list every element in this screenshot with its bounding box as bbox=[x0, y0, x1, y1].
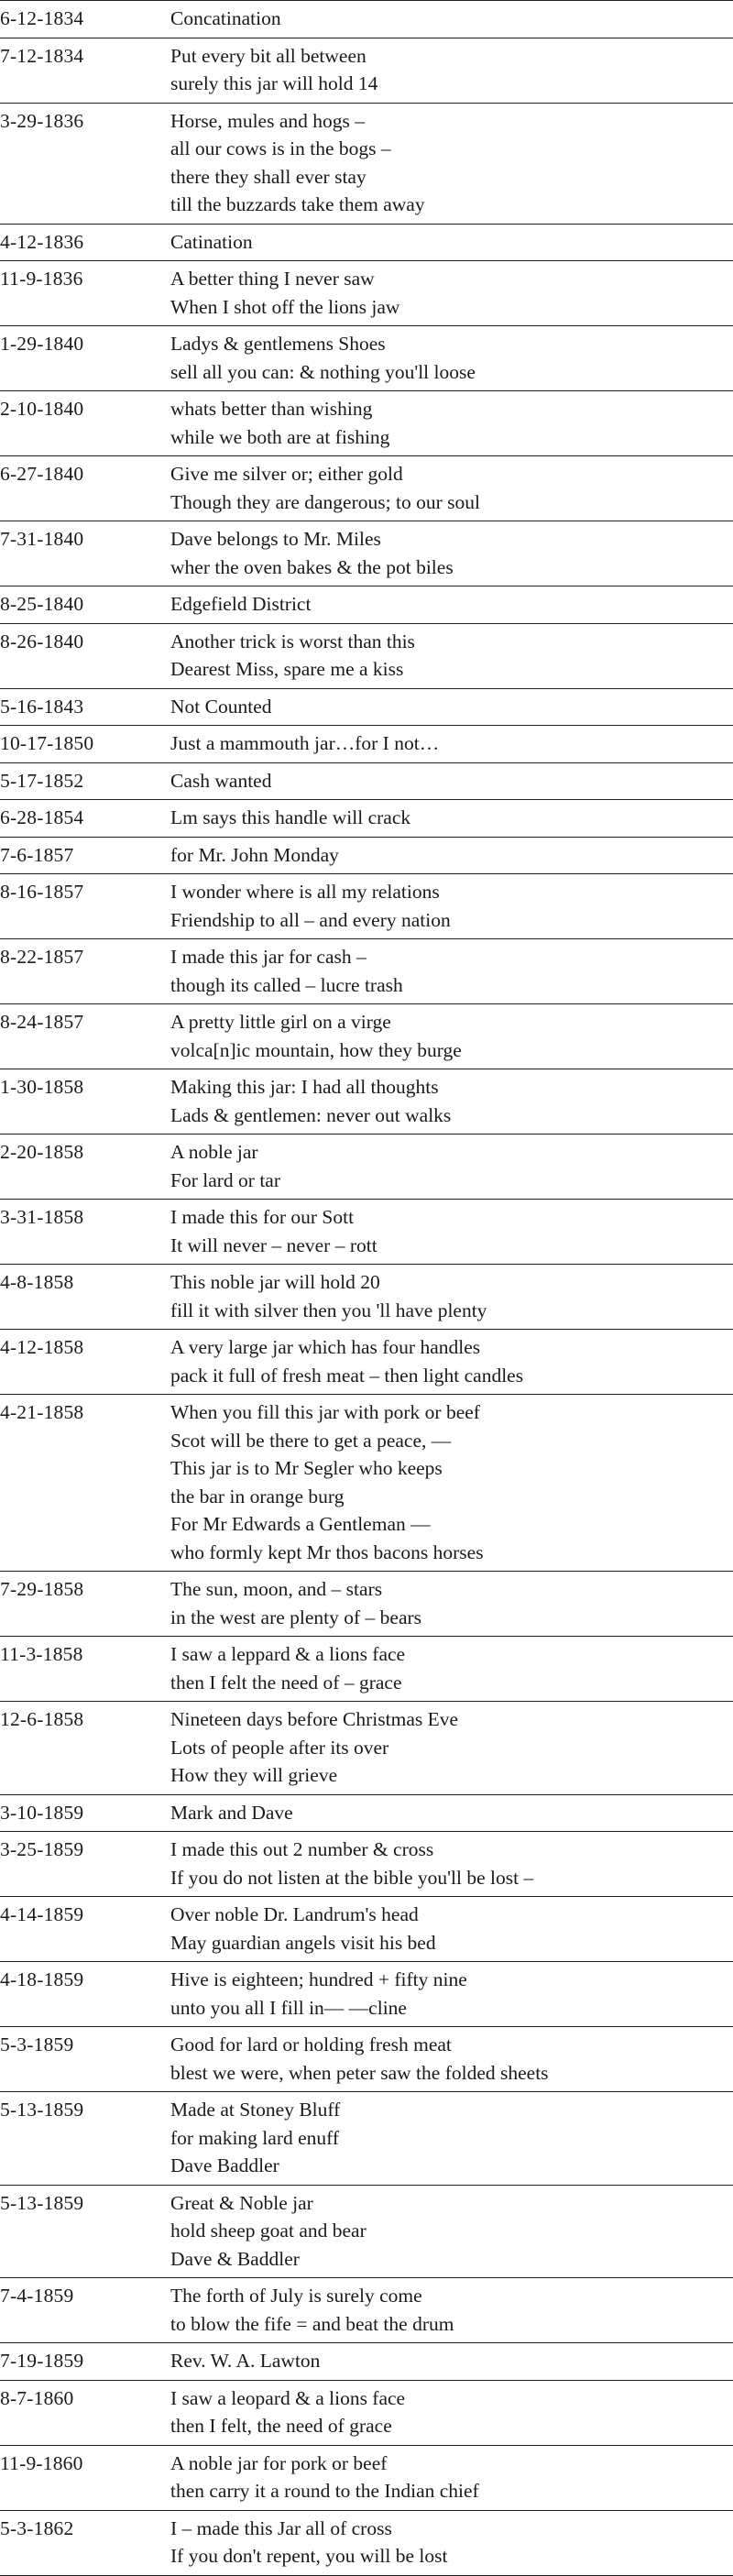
inscription-line: Lads & gentlemen: never out walks bbox=[170, 1103, 452, 1126]
inscription-date: 10-17-1850 bbox=[0, 732, 94, 754]
inscription-date: 4-12-1858 bbox=[0, 1336, 84, 1358]
inscription-line: to blow the fife = and beat the drum bbox=[170, 2312, 454, 2335]
inscription-line: Ladys & gentlemens Shoes bbox=[170, 333, 386, 355]
inscription-text bbox=[170, 521, 733, 586]
inscription-line: pack it full of fresh meat – then light candles bbox=[170, 1364, 524, 1387]
inscription-date: 3-25-1859 bbox=[0, 1838, 84, 1860]
inscription-line: Just a mammouth jar…for I not… bbox=[170, 732, 440, 754]
inscription-line: May guardian angels visit his bed bbox=[170, 1931, 436, 1954]
inscription-date: 11-3-1858 bbox=[0, 1643, 83, 1665]
inscription-row bbox=[0, 1, 733, 38]
inscription-row bbox=[0, 2027, 733, 2092]
inscription-text bbox=[170, 456, 733, 521]
inscription-text bbox=[170, 762, 733, 800]
inscription-line: Horse, mules and hogs – bbox=[170, 109, 365, 132]
inscription-text bbox=[170, 224, 733, 261]
inscription-row bbox=[0, 2380, 733, 2445]
inscription-text bbox=[170, 874, 733, 939]
inscription-row bbox=[0, 800, 733, 838]
inscription-row bbox=[0, 2510, 733, 2575]
inscription-line: Scot will be there to get a peace, — bbox=[170, 1429, 452, 1452]
inscription-line: Put every bit all between bbox=[170, 44, 366, 67]
inscription-date: 1-30-1858 bbox=[0, 1076, 84, 1098]
inscription-row bbox=[0, 874, 733, 939]
inscription-row bbox=[0, 2278, 733, 2343]
inscription-row bbox=[0, 1004, 733, 1069]
inscription-line: then I felt the need of – grace bbox=[170, 1671, 402, 1694]
inscription-line: I saw a leopard & a lions face bbox=[170, 2386, 406, 2409]
inscription-text bbox=[170, 2510, 733, 2575]
inscription-text bbox=[170, 2445, 733, 2510]
inscription-line: Another trick is worst than this bbox=[170, 630, 415, 652]
inscription-date: 6-12-1834 bbox=[0, 7, 84, 29]
inscription-date: 2-20-1858 bbox=[0, 1141, 84, 1163]
inscription-line: then I felt, the need of grace bbox=[170, 2415, 392, 2437]
inscription-text bbox=[170, 1004, 733, 1069]
inscription-date: 7-6-1857 bbox=[0, 843, 74, 866]
inscription-row bbox=[0, 2185, 733, 2278]
inscription-date: 3-10-1859 bbox=[0, 1801, 84, 1824]
inscription-date: 12-6-1858 bbox=[0, 1708, 84, 1730]
inscription-text bbox=[170, 326, 733, 391]
inscription-text bbox=[170, 2343, 733, 2381]
inscription-line: For lard or tar bbox=[170, 1168, 281, 1191]
inscription-line: A noble jar bbox=[170, 1141, 258, 1163]
inscription-line: This jar is to Mr Segler who keeps bbox=[170, 1457, 443, 1479]
inscription-date: 5-3-1859 bbox=[0, 2033, 74, 2055]
inscription-row bbox=[0, 1832, 733, 1897]
inscription-line: Great & Noble jar bbox=[170, 2191, 313, 2214]
inscription-text bbox=[170, 1330, 733, 1395]
inscription-date: 7-4-1859 bbox=[0, 2285, 74, 2307]
inscription-text bbox=[170, 1897, 733, 1962]
inscription-line: Dave belongs to Mr. Miles bbox=[170, 528, 381, 550]
inscription-date: 7-12-1834 bbox=[0, 44, 84, 67]
inscription-row bbox=[0, 1395, 733, 1572]
inscription-date: 5-17-1852 bbox=[0, 769, 84, 792]
inscription-line: Lm says this handle will crack bbox=[170, 806, 411, 828]
inscription-text bbox=[170, 1, 733, 38]
inscription-text bbox=[170, 2185, 733, 2278]
inscription-date: 1-29-1840 bbox=[0, 333, 84, 355]
inscription-line: the bar in orange burg bbox=[170, 1485, 345, 1507]
inscription-text bbox=[170, 1702, 733, 1795]
inscription-line: Hive is eighteen; hundred + fifty nine bbox=[170, 1968, 467, 1990]
inscription-row bbox=[0, 2092, 733, 2186]
inscription-row bbox=[0, 726, 733, 763]
inscription-text bbox=[170, 688, 733, 726]
inscription-date: 8-16-1857 bbox=[0, 881, 84, 903]
inscription-line: Nineteen days before Christmas Eve bbox=[170, 1708, 459, 1730]
inscription-line: Over noble Dr. Landrum's head bbox=[170, 1903, 419, 1925]
inscriptions-table-body bbox=[0, 1, 733, 2576]
inscription-date: 11-9-1860 bbox=[0, 2451, 83, 2474]
inscription-text bbox=[170, 586, 733, 624]
inscription-row bbox=[0, 261, 733, 326]
inscription-line: The sun, moon, and – stars bbox=[170, 1578, 383, 1600]
inscription-row bbox=[0, 1135, 733, 1200]
inscription-date: 5-3-1862 bbox=[0, 2516, 74, 2539]
inscription-line: Friendship to all – and every nation bbox=[170, 908, 451, 931]
inscription-line: Give me silver or; either gold bbox=[170, 463, 403, 485]
inscription-line: for Mr. John Monday bbox=[170, 843, 339, 866]
inscription-row bbox=[0, 521, 733, 586]
inscription-line: while we both are at fishing bbox=[170, 425, 390, 448]
inscription-date: 6-28-1854 bbox=[0, 806, 84, 828]
inscription-row bbox=[0, 1962, 733, 2027]
inscription-line: Rev. W. A. Lawton bbox=[170, 2350, 321, 2372]
inscription-row bbox=[0, 1330, 733, 1395]
inscription-line: Mark and Dave bbox=[170, 1801, 293, 1824]
inscription-line: hold sheep goat and bear bbox=[170, 2220, 366, 2242]
inscription-line: who formly kept Mr thos bacons horses bbox=[170, 1540, 484, 1563]
inscription-line: For Mr Edwards a Gentleman — bbox=[170, 1513, 431, 1535]
inscription-row bbox=[0, 456, 733, 521]
inscription-line: wher the oven bakes & the pot biles bbox=[170, 555, 454, 578]
inscription-row bbox=[0, 1069, 733, 1135]
inscription-line: Catination bbox=[170, 230, 253, 253]
inscription-line: A very large jar which has four handles bbox=[170, 1336, 481, 1358]
inscription-row bbox=[0, 1702, 733, 1795]
inscription-row bbox=[0, 586, 733, 624]
inscription-line: When I shot off the lions jaw bbox=[170, 295, 400, 318]
inscription-line: I made this for our Sott bbox=[170, 1206, 355, 1228]
inscription-line: Edgefield District bbox=[170, 593, 312, 615]
inscription-text bbox=[170, 1572, 733, 1637]
inscription-line: This noble jar will hold 20 bbox=[170, 1271, 380, 1293]
inscription-date: 7-19-1859 bbox=[0, 2350, 84, 2372]
inscription-text bbox=[170, 261, 733, 326]
inscription-line: Dearest Miss, spare me a kiss bbox=[170, 658, 404, 680]
inscription-line: I made this jar for cash – bbox=[170, 946, 366, 968]
inscription-text bbox=[170, 1962, 733, 2027]
inscription-row bbox=[0, 1572, 733, 1637]
inscription-line: A pretty little girl on a virge bbox=[170, 1011, 391, 1033]
inscription-line: in the west are plenty of – bears bbox=[170, 1606, 422, 1628]
inscription-line: sell all you can: & nothing you'll loose bbox=[170, 360, 476, 383]
inscription-line: Dave & Baddler bbox=[170, 2247, 300, 2270]
inscription-line: A noble jar for pork or beef bbox=[170, 2451, 388, 2474]
inscription-date: 8-7-1860 bbox=[0, 2386, 74, 2409]
inscription-line: Though they are dangerous; to our soul bbox=[170, 490, 480, 513]
inscription-line: fill it with silver then you 'll have plenty bbox=[170, 1299, 487, 1321]
inscription-line: I made this out 2 number & cross bbox=[170, 1838, 434, 1860]
inscription-line: there they shall ever stay bbox=[170, 165, 366, 188]
inscription-text bbox=[170, 1832, 733, 1897]
inscription-date: 4-12-1836 bbox=[0, 230, 84, 253]
inscription-line: A better thing I never saw bbox=[170, 268, 375, 290]
inscription-text bbox=[170, 2278, 733, 2343]
inscription-row bbox=[0, 1265, 733, 1330]
inscription-line: It will never – never – rott bbox=[170, 1233, 377, 1256]
inscription-line: How they will grieve bbox=[170, 1764, 338, 1786]
inscription-text bbox=[170, 2380, 733, 2445]
inscription-line: then carry it a round to the Indian chief bbox=[170, 2480, 479, 2502]
inscription-line: though its called – lucre trash bbox=[170, 973, 403, 996]
inscription-row bbox=[0, 38, 733, 103]
inscription-text bbox=[170, 726, 733, 763]
inscription-text bbox=[170, 38, 733, 103]
inscription-text bbox=[170, 623, 733, 688]
inscription-text bbox=[170, 103, 733, 224]
inscription-date: 5-13-1859 bbox=[0, 2099, 84, 2121]
inscription-date: 11-9-1836 bbox=[0, 268, 83, 290]
inscription-line: for making lard enuff bbox=[170, 2126, 340, 2149]
inscription-line: surely this jar will hold 14 bbox=[170, 72, 378, 94]
inscription-line: If you don't repent, you will be lost bbox=[170, 2545, 448, 2567]
inscription-line: Good for lard or holding fresh meat bbox=[170, 2033, 452, 2055]
inscription-date: 7-31-1840 bbox=[0, 528, 84, 550]
inscription-text bbox=[170, 1135, 733, 1200]
inscription-text bbox=[170, 939, 733, 1004]
inscription-date: 4-8-1858 bbox=[0, 1271, 74, 1293]
inscription-line: The forth of July is surely come bbox=[170, 2285, 422, 2307]
inscription-date: 8-22-1857 bbox=[0, 946, 84, 968]
inscription-row bbox=[0, 103, 733, 224]
inscription-text bbox=[170, 837, 733, 874]
inscription-line: all our cows is in the bogs – bbox=[170, 137, 391, 159]
inscription-date: 7-29-1858 bbox=[0, 1578, 84, 1600]
inscription-row bbox=[0, 391, 733, 456]
inscription-line: Made at Stoney Bluff bbox=[170, 2099, 341, 2121]
inscription-date: 4-21-1858 bbox=[0, 1401, 84, 1423]
inscription-row bbox=[0, 1897, 733, 1962]
inscription-date: 8-26-1840 bbox=[0, 630, 84, 652]
inscription-row bbox=[0, 224, 733, 261]
inscription-line: If you do not listen at the bible you'll be lost – bbox=[170, 1866, 534, 1889]
inscription-line: whats better than wishing bbox=[170, 398, 373, 420]
inscription-date: 6-27-1840 bbox=[0, 463, 84, 485]
inscription-line: I saw a leppard & a lions face bbox=[170, 1643, 406, 1665]
inscription-row bbox=[0, 2343, 733, 2381]
inscription-text bbox=[170, 1395, 733, 1572]
inscription-row bbox=[0, 326, 733, 391]
inscription-date: 8-24-1857 bbox=[0, 1011, 84, 1033]
inscription-date: 4-14-1859 bbox=[0, 1903, 84, 1925]
inscription-date: 3-29-1836 bbox=[0, 109, 84, 132]
inscription-row bbox=[0, 623, 733, 688]
inscription-date: 5-13-1859 bbox=[0, 2191, 84, 2214]
inscription-date: 3-31-1858 bbox=[0, 1206, 84, 1228]
inscription-line: Concatination bbox=[170, 7, 281, 29]
inscription-row bbox=[0, 762, 733, 800]
inscription-line: unto you all I fill in— —cline bbox=[170, 1996, 407, 2019]
inscription-date: 8-25-1840 bbox=[0, 593, 84, 615]
inscription-row bbox=[0, 2445, 733, 2510]
inscription-line: I wonder where is all my relations bbox=[170, 881, 440, 903]
inscription-text bbox=[170, 1265, 733, 1330]
inscription-line: Lots of people after its over bbox=[170, 1736, 389, 1759]
inscription-row bbox=[0, 688, 733, 726]
inscription-date: 5-16-1843 bbox=[0, 695, 84, 718]
inscription-text bbox=[170, 1200, 733, 1265]
inscription-line: till the buzzards take them away bbox=[170, 193, 425, 215]
inscription-text bbox=[170, 2092, 733, 2186]
inscription-row bbox=[0, 1637, 733, 1702]
inscription-date: 4-18-1859 bbox=[0, 1968, 84, 1990]
inscription-text bbox=[170, 2027, 733, 2092]
inscription-line: Making this jar: I had all thoughts bbox=[170, 1076, 439, 1098]
inscription-text bbox=[170, 391, 733, 456]
inscription-row bbox=[0, 837, 733, 874]
inscription-row bbox=[0, 1200, 733, 1265]
inscription-line: blest we were, when peter saw the folded sheets bbox=[170, 2061, 549, 2084]
inscription-line: I – made this Jar all of cross bbox=[170, 2516, 392, 2539]
inscription-row bbox=[0, 939, 733, 1004]
inscription-text bbox=[170, 1637, 733, 1702]
inscription-text bbox=[170, 800, 733, 838]
inscription-line: Dave Baddler bbox=[170, 2154, 279, 2176]
inscription-row bbox=[0, 1794, 733, 1832]
inscription-date: 2-10-1840 bbox=[0, 398, 84, 420]
inscription-line: When you fill this jar with pork or beef bbox=[170, 1401, 480, 1423]
inscription-line: volca[n]ic mountain, how they burge bbox=[170, 1038, 462, 1061]
inscription-text bbox=[170, 1794, 733, 1832]
inscription-line: Not Counted bbox=[170, 695, 272, 718]
inscription-line: Cash wanted bbox=[170, 769, 272, 792]
inscription-text bbox=[170, 1069, 733, 1135]
